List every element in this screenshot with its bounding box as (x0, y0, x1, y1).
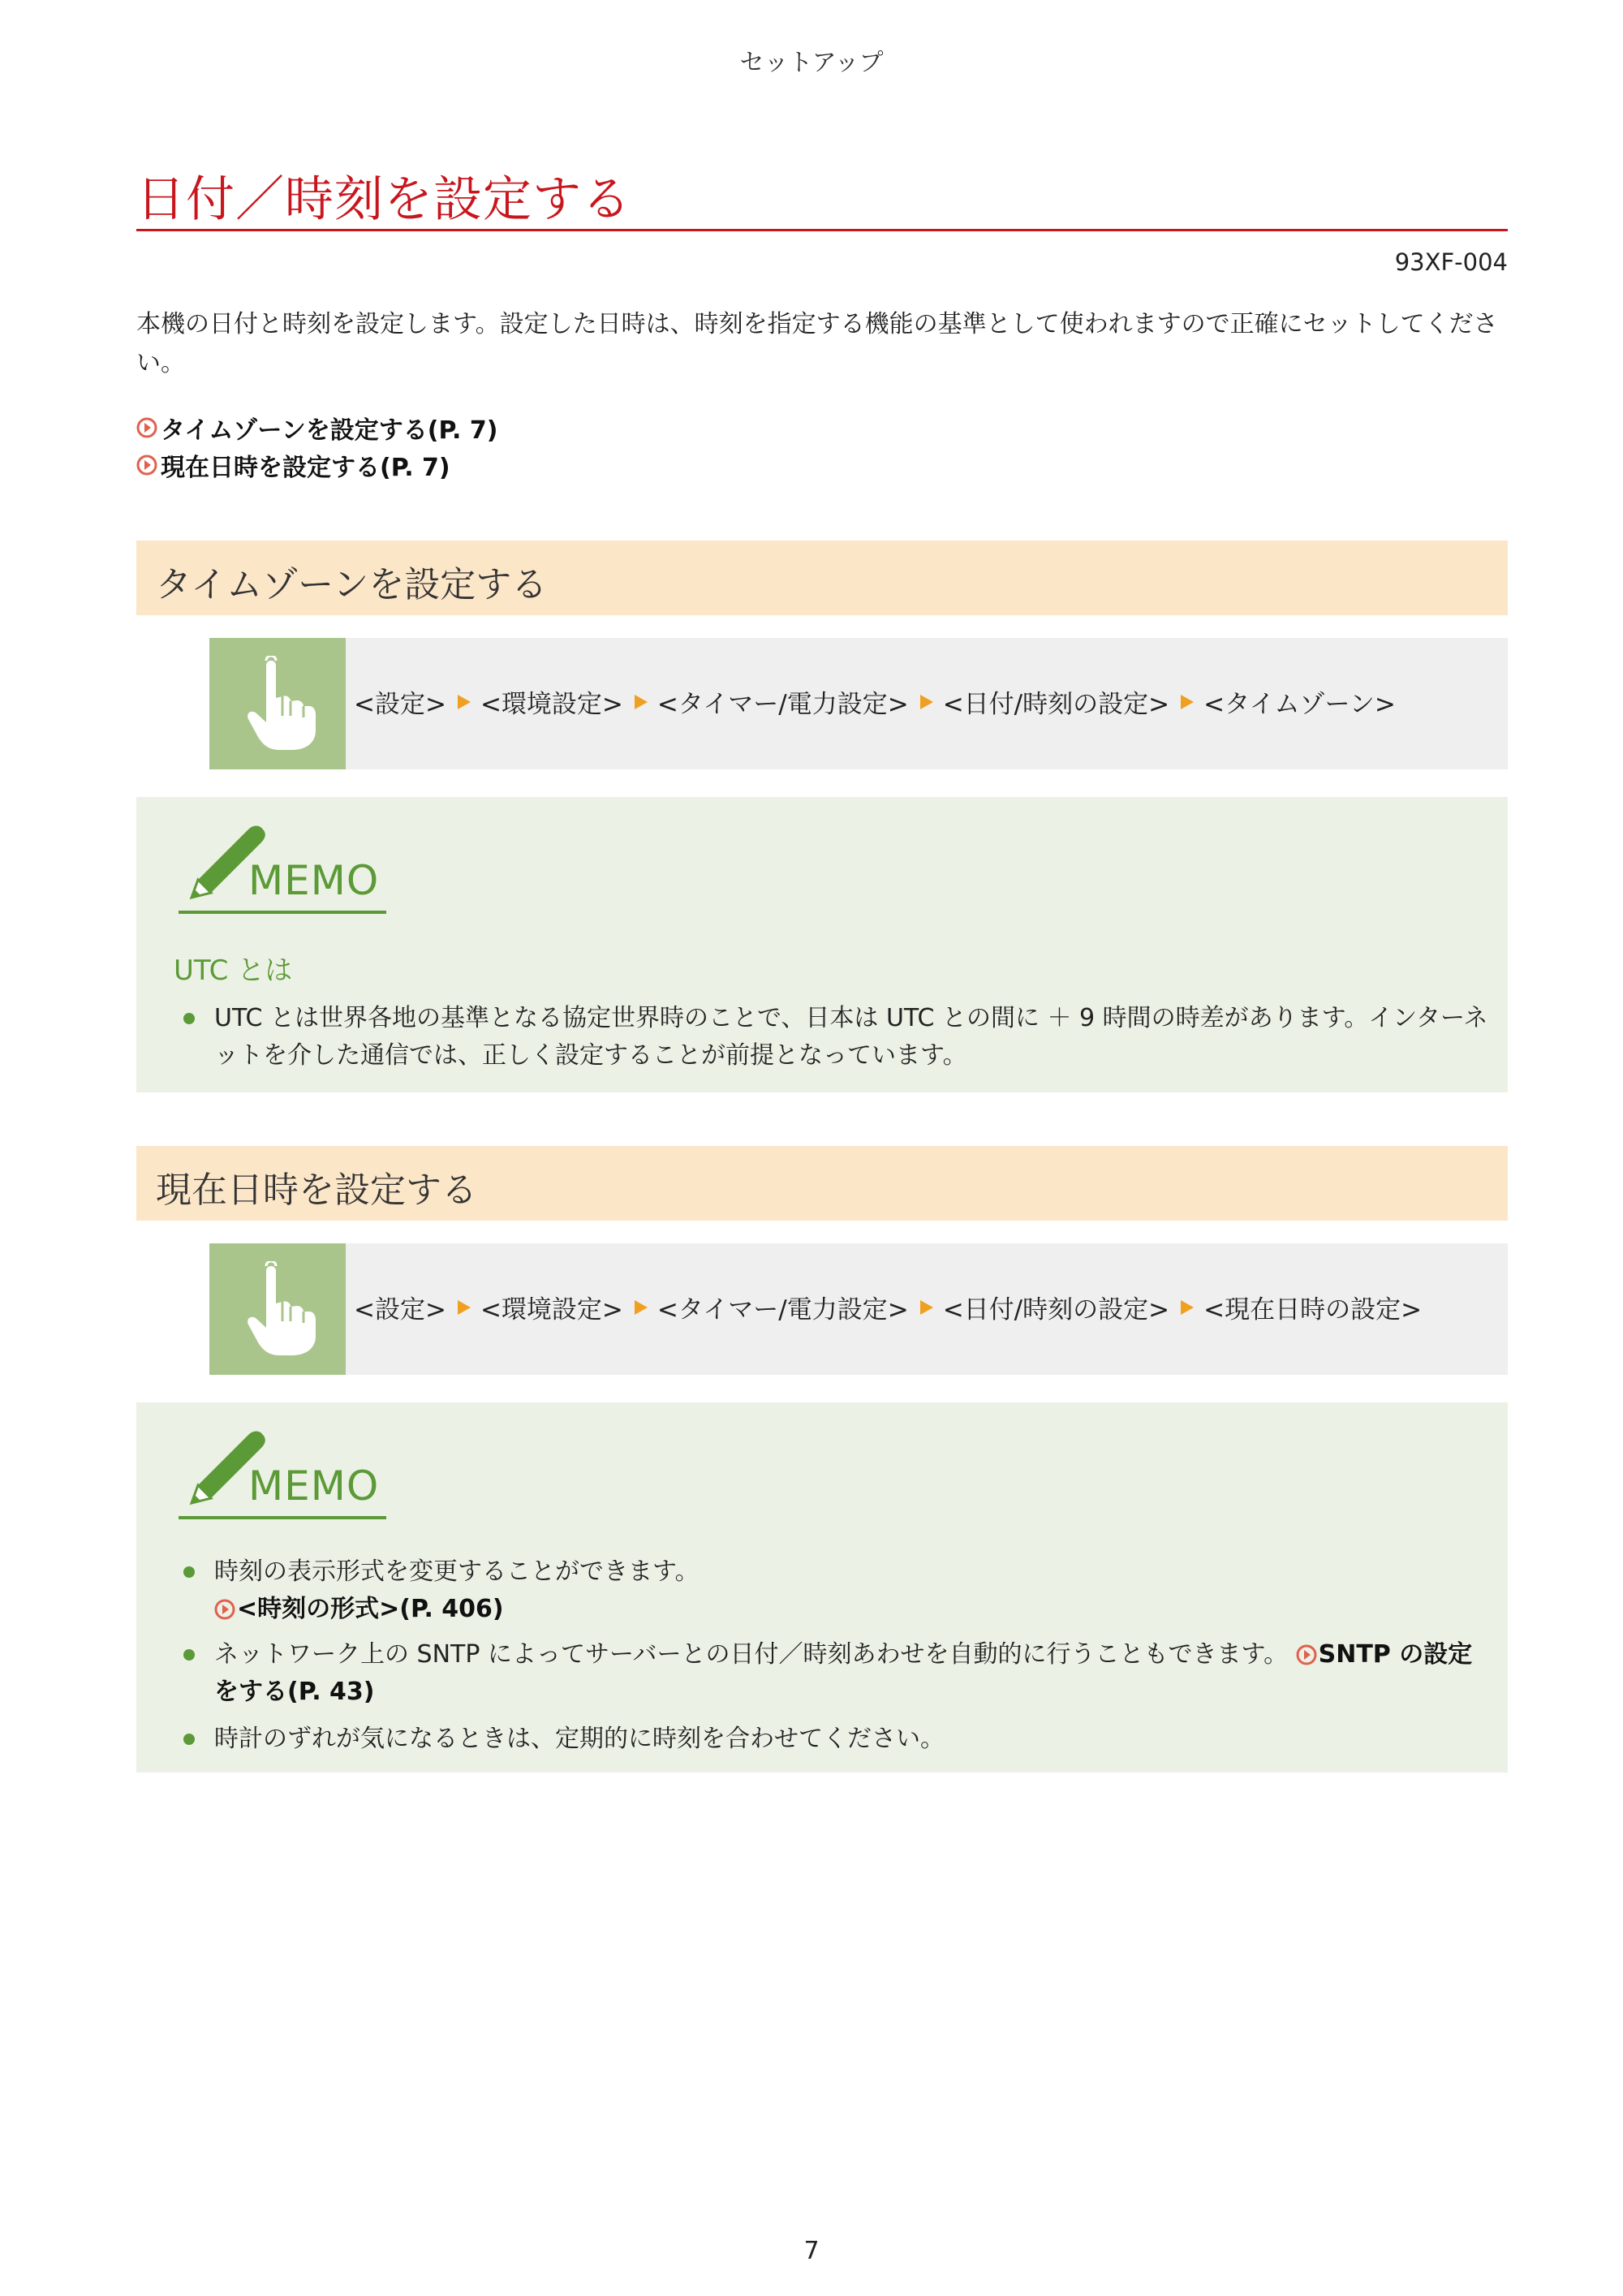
triangle-arrow-icon (453, 690, 474, 714)
menu-step: <タイマー/電力設定> (657, 690, 909, 719)
section-heading-current-datetime (136, 1146, 1508, 1221)
bullet (183, 1649, 195, 1661)
memo-item (214, 1636, 1496, 1711)
bullet (183, 1566, 195, 1578)
procedure-box-timezone (209, 638, 1508, 769)
memo-subtitle: UTC とは (174, 954, 293, 987)
menu-path (354, 1289, 1422, 1325)
section-links (136, 409, 497, 484)
triangle-arrow-icon (630, 1295, 651, 1320)
menu-step: <設定> (354, 1295, 446, 1325)
bullet (183, 1734, 195, 1745)
page-header: セットアップ (739, 49, 884, 77)
memo-underline (179, 1516, 386, 1519)
menu-step: <日付/時刻の設定> (942, 690, 1170, 719)
hand-icon-box (209, 1243, 346, 1375)
triangle-arrow-icon (453, 1295, 474, 1320)
circle-arrow-icon (1296, 1644, 1317, 1665)
menu-step: <設定> (354, 690, 446, 719)
link-label: 現在日時を設定する(P. 7) (161, 454, 450, 482)
memo-box-utc (136, 797, 1508, 1092)
page-number: 7 (803, 2237, 820, 2265)
menu-step: <現在日時の設定> (1203, 1295, 1423, 1325)
menu-step: <環境設定> (480, 690, 623, 719)
hand-icon-box (209, 638, 346, 769)
title-underline (136, 229, 1508, 231)
link-current-datetime[interactable] (136, 446, 497, 484)
link-time-format[interactable] (214, 1595, 504, 1623)
menu-step: <日付/時刻の設定> (942, 1295, 1170, 1325)
menu-step: <タイマー/電力設定> (657, 1295, 909, 1325)
circle-arrow-icon (136, 417, 157, 438)
link-label: タイムゾーンを設定する(P. 7) (161, 416, 498, 445)
memo-item-text: ネットワーク上の SNTP によってサーバーとの日付／時刻あわせを自動的に行うこともできます。 (214, 1640, 1289, 1669)
document-id: 93XF-004 (1394, 248, 1508, 276)
memo-item-text: 時計のずれが気になるときは、定期的に時刻を合わせてください。 (214, 1725, 945, 1753)
pointing-hand-icon (234, 656, 321, 752)
link-label: <時刻の形式>(P. 406) (237, 1595, 504, 1623)
procedure-box-current-datetime (209, 1243, 1508, 1375)
page-title: 日付／時刻を設定する (136, 171, 631, 228)
link-timezone[interactable] (136, 409, 497, 446)
section-heading-timezone (136, 541, 1508, 615)
triangle-arrow-icon (915, 690, 936, 714)
menu-path (354, 683, 1396, 720)
menu-step: <環境設定> (480, 1295, 623, 1325)
menu-step: <タイムゾーン> (1203, 690, 1396, 719)
circle-arrow-icon (136, 454, 157, 476)
triangle-arrow-icon (915, 1295, 936, 1320)
bullet (183, 1013, 195, 1024)
intro-paragraph: 本機の日付と時刻を設定します。設定した日時は、時刻を指定する機能の基準として使われますので正確にセットしてください。 (136, 310, 1498, 377)
memo-item (214, 1553, 1496, 1628)
section-title: タイムゾーンを設定する (156, 564, 548, 605)
memo-label: MEMO (248, 1462, 380, 1510)
memo-item-text: 時刻の表示形式を変更することができます。 (214, 1557, 700, 1586)
triangle-arrow-icon (1176, 1295, 1197, 1320)
pointing-hand-icon (234, 1261, 321, 1357)
link-label: SNTP の設定をする(P. 43) (214, 1640, 1473, 1706)
memo-item-text: UTC とは世界各地の基準となる協定世界時のことで、日本は UTC との間に ＋ 9 時間の時差があります。インターネットを介した通信では、正しく設定することが前提となっています。 (214, 1004, 1488, 1070)
triangle-arrow-icon (1176, 690, 1197, 714)
triangle-arrow-icon (630, 690, 651, 714)
memo-label: MEMO (248, 857, 380, 904)
section-title: 現在日時を設定する (156, 1170, 477, 1211)
memo-item (214, 1000, 1496, 1075)
memo-box-datetime (136, 1402, 1508, 1773)
memo-underline (179, 911, 386, 914)
circle-arrow-icon (214, 1599, 235, 1620)
memo-item (214, 1721, 1496, 1758)
